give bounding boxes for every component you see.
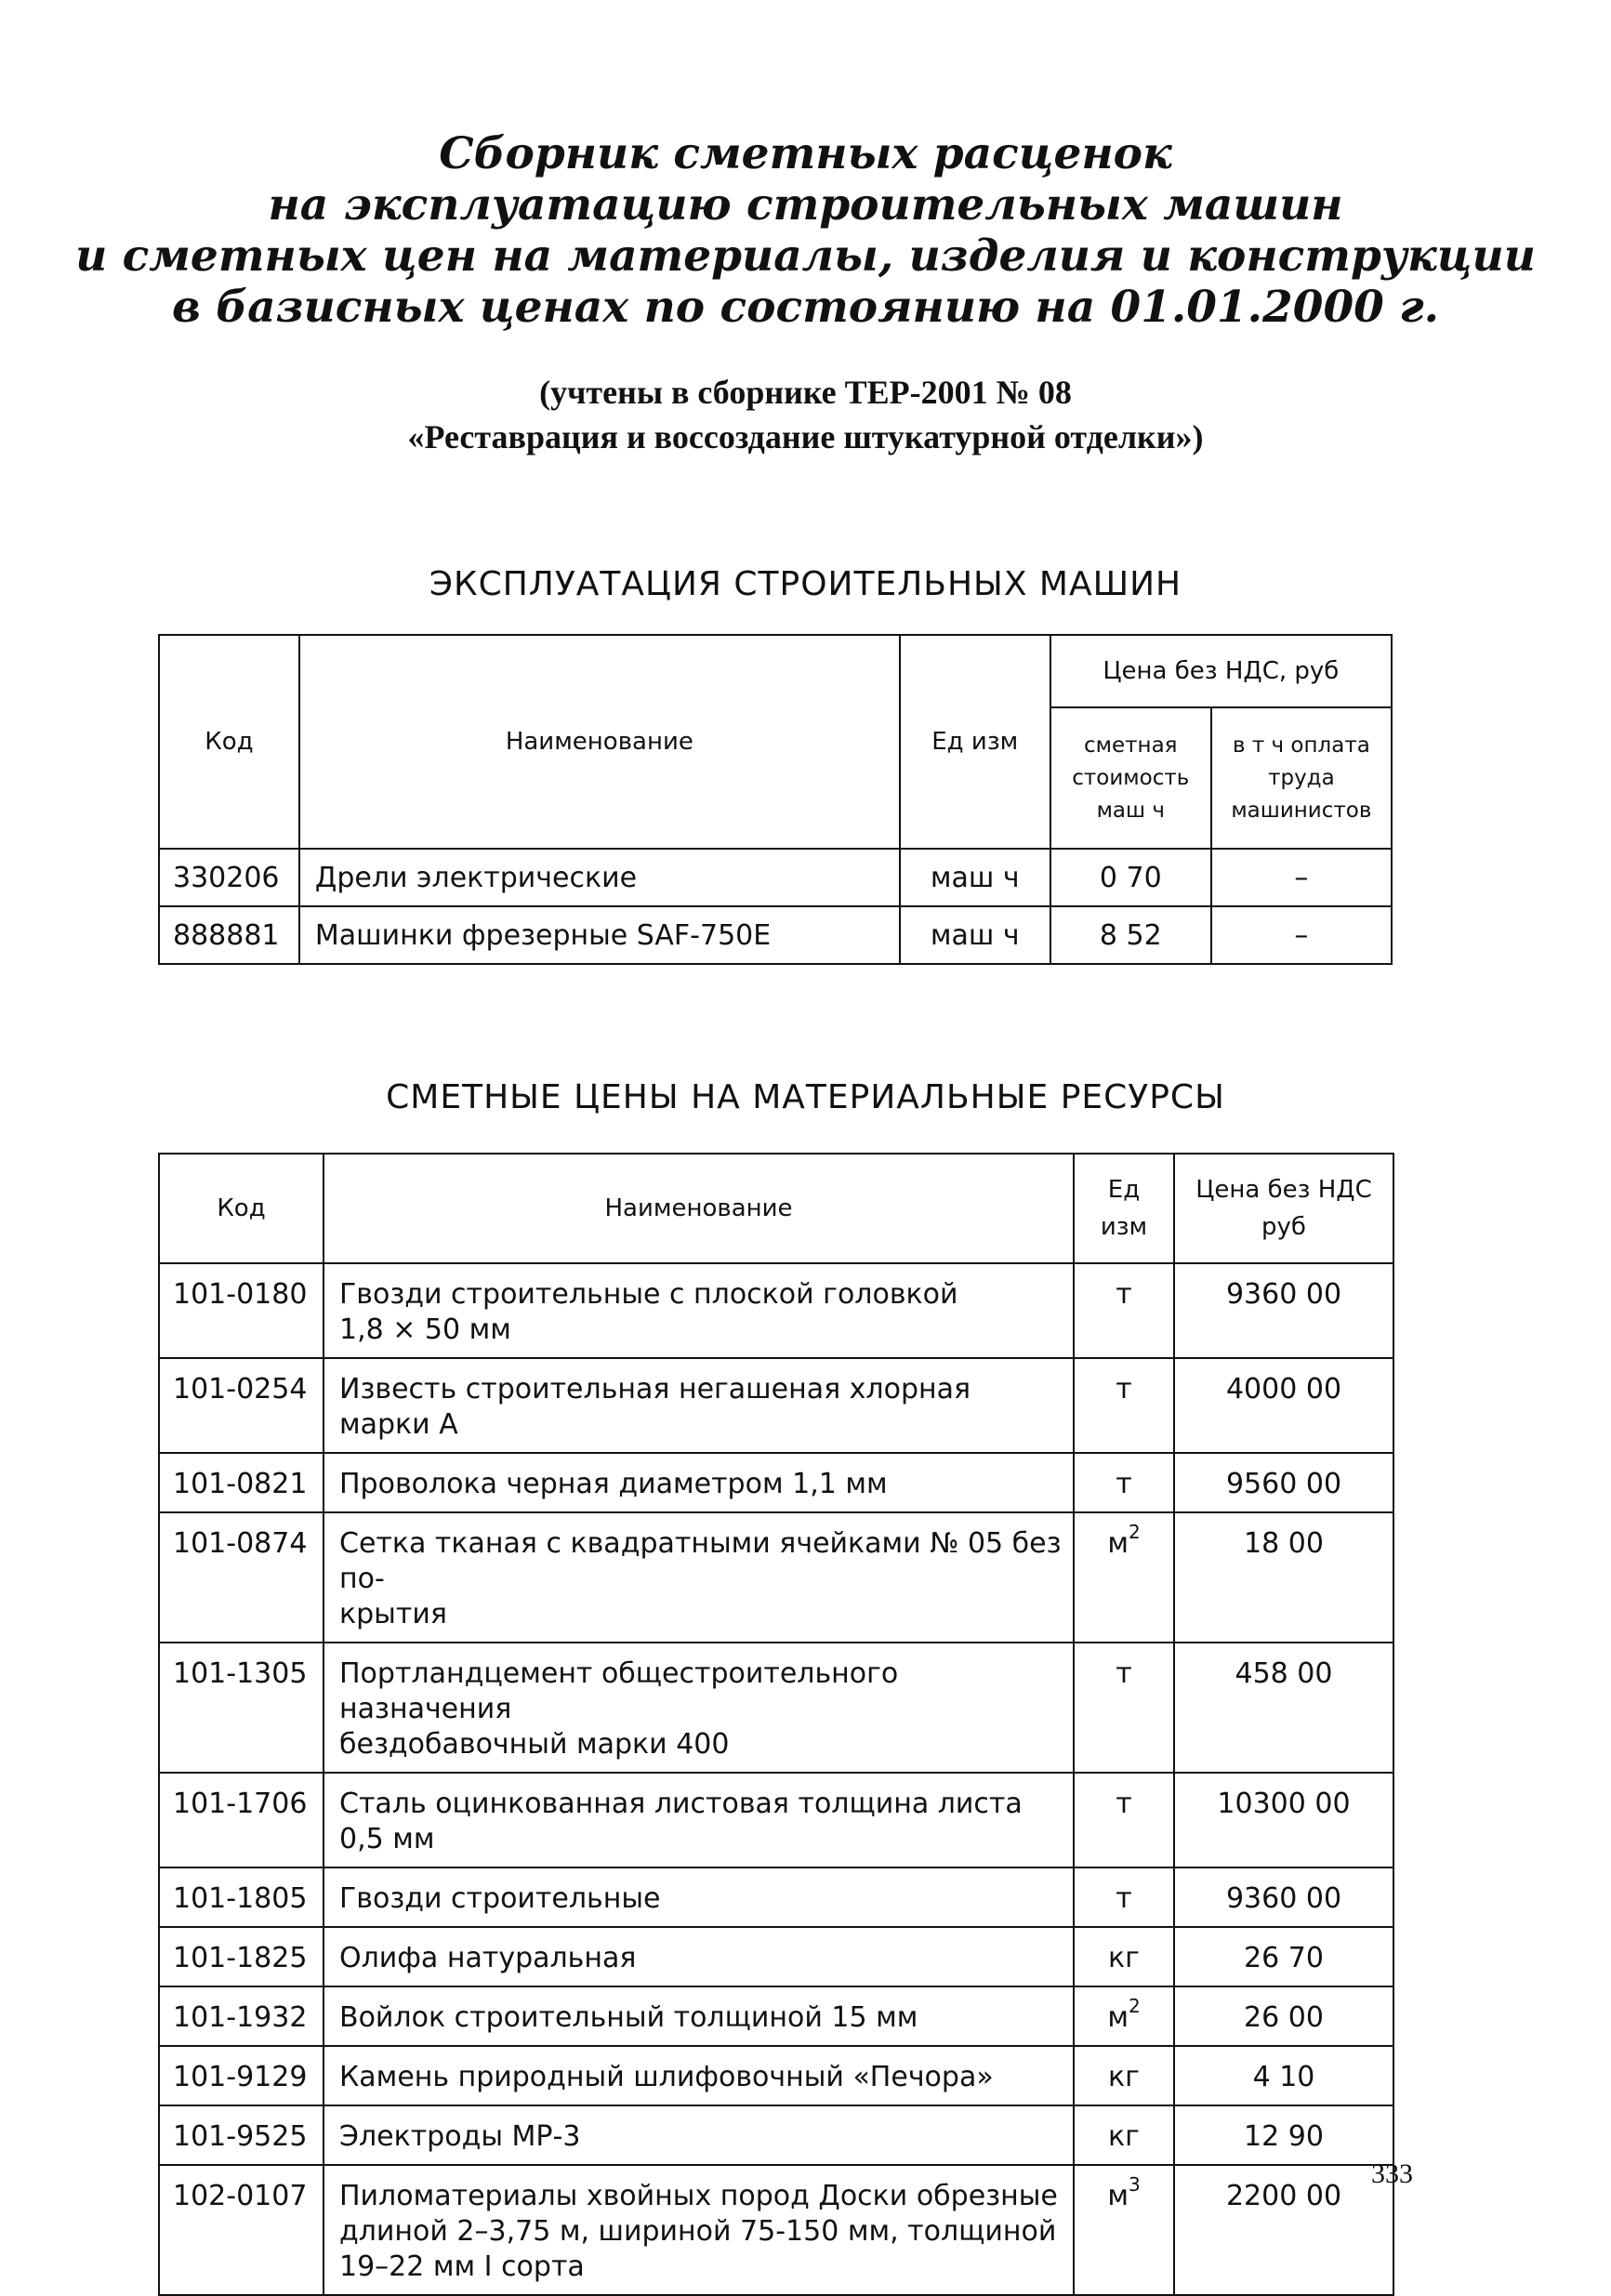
column-header-name: Наименование — [324, 1154, 1074, 1263]
cell-name — [324, 2105, 1074, 2165]
cell-price: 4000 00 — [1174, 1358, 1393, 1453]
table-row — [159, 1453, 1393, 1512]
table-row — [159, 2165, 1393, 2295]
cell-code: 101-0180 — [159, 1263, 324, 1358]
table-header-row — [159, 635, 1392, 707]
column-header-price-group: Цена без НДС, руб — [1050, 635, 1392, 707]
table-row — [159, 906, 1392, 964]
subtitle-line: «Реставрация и воссоздание штукатурной отделки») — [407, 418, 1204, 455]
cell-price: 458 00 — [1174, 1643, 1393, 1773]
table-row — [159, 1643, 1393, 1773]
unit-text: кг — [1108, 2061, 1140, 2093]
column-header-unit: Ед изм — [900, 635, 1050, 849]
title-line: и сметных цен на материалы, изделия и конструкции — [75, 231, 1536, 282]
cell-name — [324, 1986, 1074, 2046]
unit-text: кг — [1108, 1942, 1140, 1974]
table-row — [159, 1263, 1393, 1358]
cell-code: 101-0254 — [159, 1358, 324, 1453]
title-line: на эксплуатацию строительных машин — [268, 179, 1343, 231]
header-line: маш ч — [1096, 798, 1165, 823]
cell-labor: – — [1211, 849, 1392, 906]
header-line: в т ч оплата — [1232, 732, 1370, 758]
unit-text: т — [1116, 1788, 1132, 1820]
cell-price: 4 10 — [1174, 2046, 1393, 2105]
cell-price: 18 00 — [1174, 1512, 1393, 1643]
cell-unit — [1074, 1986, 1174, 2046]
cell-unit — [1074, 1512, 1174, 1643]
column-header-name: Наименование — [299, 635, 900, 849]
name-line: Известь строительная негашеная хлорная марки А — [339, 1373, 971, 1441]
name-line: Проволока черная диаметром 1,1 мм — [339, 1468, 888, 1500]
cell-code: 101-1805 — [159, 1867, 324, 1927]
cell-name — [324, 2046, 1074, 2105]
table-row — [159, 2046, 1393, 2105]
unit-exponent: 3 — [1128, 2173, 1141, 2196]
cell-price: 26 00 — [1174, 1986, 1393, 2046]
document-subtitle — [0, 370, 1611, 459]
cell-price: 9360 00 — [1174, 1263, 1393, 1358]
document-title — [0, 128, 1611, 333]
cell-code: 101-0874 — [159, 1512, 324, 1643]
cell-price: 12 90 — [1174, 2105, 1393, 2165]
column-header-code: Код — [159, 1154, 324, 1263]
unit-text: м — [1107, 2001, 1129, 2034]
cell-price: 9560 00 — [1174, 1453, 1393, 1512]
cell-code: 101-9129 — [159, 2046, 324, 2105]
unit-exponent: 2 — [1128, 1995, 1141, 2017]
title-line: Сборник сметных расценок — [439, 128, 1172, 179]
unit-text: т — [1116, 1882, 1132, 1915]
column-header-labor — [1211, 707, 1392, 849]
cell-unit — [1074, 1358, 1174, 1453]
cell-unit — [1074, 1927, 1174, 1986]
cell-labor: – — [1211, 906, 1392, 964]
title-line: в базисных ценах по состоянию на 01.01.2000 г. — [171, 282, 1440, 333]
cell-code: 888881 — [159, 906, 299, 964]
materials-table — [158, 1153, 1394, 2296]
column-header-unit — [1074, 1154, 1174, 1263]
table-row — [159, 1512, 1393, 1643]
subtitle-line: (учтены в сборнике ТЕР-2001 № 08 — [539, 374, 1072, 411]
header-line: Ед — [1107, 1176, 1141, 1204]
cell-code: 101-1305 — [159, 1643, 324, 1773]
cell-code: 101-1932 — [159, 1986, 324, 2046]
table-row — [159, 1773, 1393, 1867]
cell-unit — [1074, 1773, 1174, 1867]
cell-unit — [1074, 1263, 1174, 1358]
unit-text: м — [1107, 2180, 1129, 2212]
cell-unit — [1074, 2046, 1174, 2105]
cell-unit — [1074, 1867, 1174, 1927]
cell-code: 101-0821 — [159, 1453, 324, 1512]
cell-cost: 0 70 — [1050, 849, 1211, 906]
table-row — [159, 1867, 1393, 1927]
header-line: руб — [1261, 1213, 1306, 1241]
cell-unit — [1074, 1453, 1174, 1512]
table-header-row — [159, 1154, 1393, 1263]
column-header-code: Код — [159, 635, 299, 849]
unit-text: м — [1107, 1527, 1129, 1560]
cell-name — [324, 1263, 1074, 1358]
table-row — [159, 1358, 1393, 1453]
name-line: Сталь оцинкованная листовая толщина листа 0,5 мм — [339, 1788, 1023, 1855]
unit-text: т — [1116, 1373, 1132, 1405]
cell-name — [324, 1773, 1074, 1867]
unit-text: кг — [1108, 2120, 1140, 2153]
name-line: 19–22 мм I сорта — [339, 2250, 585, 2283]
cell-name: Дрели электрические — [299, 849, 900, 906]
cell-name — [324, 2165, 1074, 2295]
unit-text: т — [1116, 1468, 1132, 1500]
cell-code: 101-1825 — [159, 1927, 324, 1986]
cell-price: 10300 00 — [1174, 1773, 1393, 1867]
column-header-price — [1174, 1154, 1393, 1263]
name-line: Гвозди строительные — [339, 1882, 661, 1915]
name-line: крытия — [339, 1598, 447, 1630]
cell-price: 2200 00 — [1174, 2165, 1393, 2295]
name-line: Гвозди строительные с плоской головкой — [339, 1278, 958, 1311]
name-line: длиной 2–3,75 м, шириной 75-150 мм, толщиной — [339, 2215, 1057, 2248]
header-line: сметная — [1084, 732, 1178, 758]
header-line: Цена без НДС — [1195, 1176, 1372, 1204]
cell-unit: маш ч — [900, 906, 1050, 964]
cell-name — [324, 1867, 1074, 1927]
name-line: бездобавочный марки 400 — [339, 1728, 730, 1761]
name-line: Портландцемент общестроительного назначения — [339, 1657, 899, 1725]
table-row — [159, 1986, 1393, 2046]
cell-cost: 8 52 — [1050, 906, 1211, 964]
unit-text: т — [1116, 1657, 1132, 1690]
cell-name — [324, 1643, 1074, 1773]
name-line: Войлок строительный толщиной 15 мм — [339, 2001, 918, 2034]
cell-unit — [1074, 2165, 1174, 2295]
header-line: изм — [1100, 1213, 1148, 1241]
unit-exponent: 2 — [1128, 1521, 1141, 1543]
name-line: Пиломатериалы хвойных пород Доски обрезные — [339, 2180, 1058, 2212]
table-row — [159, 1927, 1393, 1986]
cell-code: 101-1706 — [159, 1773, 324, 1867]
header-line: труда — [1268, 765, 1335, 790]
table-row — [159, 849, 1392, 906]
cell-name — [324, 1927, 1074, 1986]
name-line: Камень природный шлифовочный «Печора» — [339, 2061, 994, 2093]
column-header-cost — [1050, 707, 1211, 849]
cell-code: 102-0107 — [159, 2165, 324, 2295]
header-line: стоимость — [1072, 765, 1190, 790]
cell-name: Машинки фрезерные SAF-750E — [299, 906, 900, 964]
name-line: Электроды МР-3 — [339, 2120, 581, 2153]
cell-price: 9360 00 — [1174, 1867, 1393, 1927]
cell-name — [324, 1453, 1074, 1512]
unit-text: т — [1116, 1278, 1132, 1311]
cell-price: 26 70 — [1174, 1927, 1393, 1986]
name-line: Сетка тканая с квадратными ячейками № 05 без по- — [339, 1527, 1062, 1595]
header-line: машинистов — [1231, 798, 1372, 823]
cell-unit — [1074, 1643, 1174, 1773]
name-line: Олифа натуральная — [339, 1942, 637, 1974]
cell-name — [324, 1358, 1074, 1453]
cell-code: 101-9525 — [159, 2105, 324, 2165]
machines-table — [158, 634, 1393, 965]
table-row — [159, 2105, 1393, 2165]
cell-name — [324, 1512, 1074, 1643]
materials-heading: СМЕТНЫЕ ЦЕНЫ НА МАТЕРИАЛЬНЫЕ РЕСУРСЫ — [386, 1078, 1225, 1116]
machines-heading: ЭКСПЛУАТАЦИЯ СТРОИТЕЛЬНЫХ МАШИН — [429, 565, 1182, 603]
name-line: 1,8 × 50 мм — [339, 1313, 511, 1346]
cell-unit: маш ч — [900, 849, 1050, 906]
cell-unit — [1074, 2105, 1174, 2165]
cell-code: 330206 — [159, 849, 299, 906]
page-number: 333 — [1371, 2158, 1413, 2189]
